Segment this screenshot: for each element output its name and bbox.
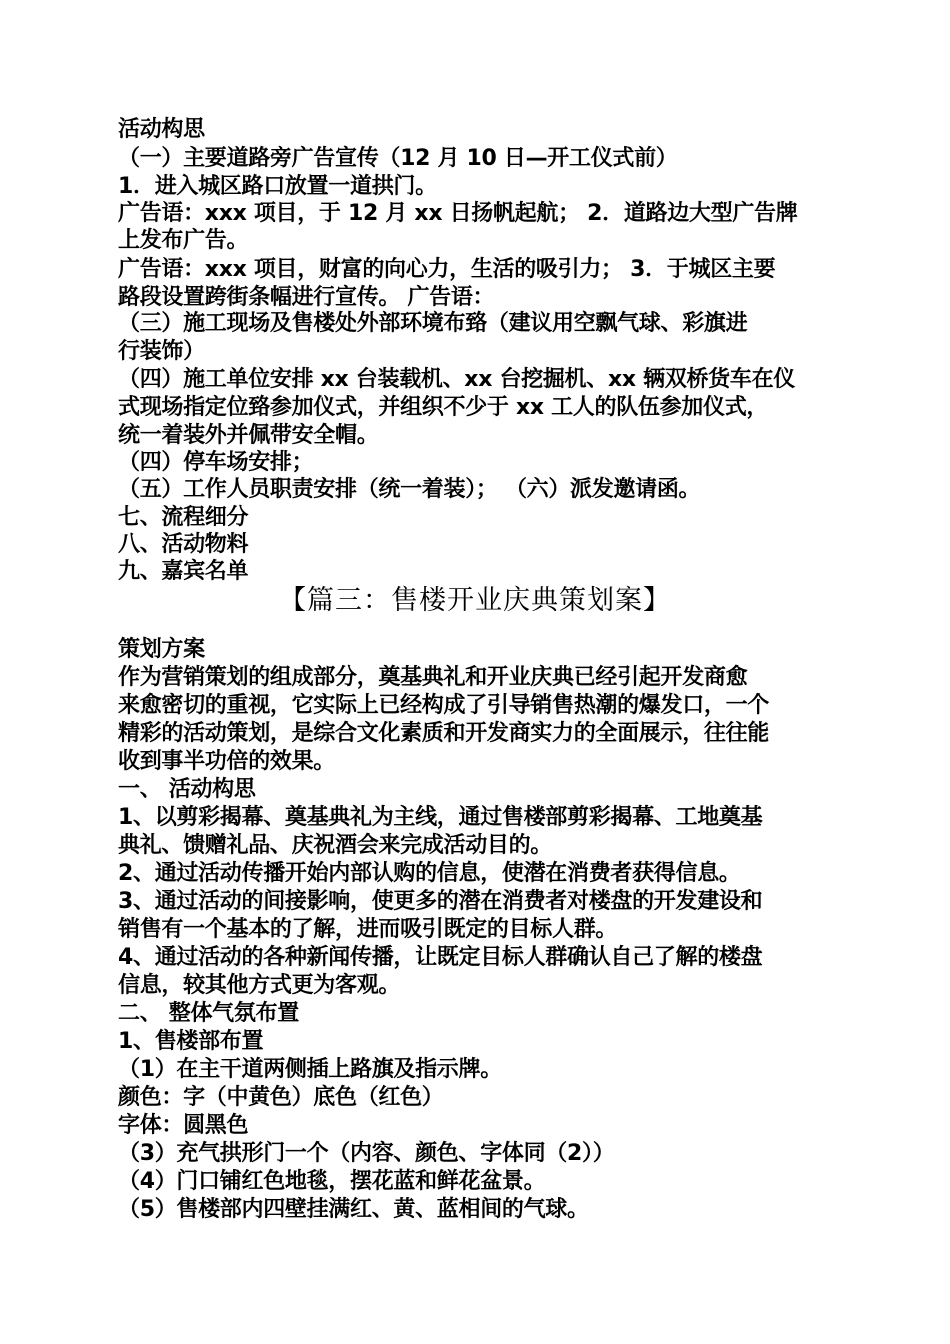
text-line: 典礼、馈赠礼品、庆祝酒会来完成活动目的。 bbox=[118, 833, 553, 858]
text-line: 式现场指定位臵参加仪式，并组织不少于 xx 工人的队伍参加仪式， bbox=[118, 395, 769, 420]
text-line: （3）充气拱形门一个（内容、颜色、字体同（2）） bbox=[118, 1141, 615, 1166]
text-line: 统一着装外并佩带安全帽。 bbox=[118, 423, 379, 448]
text-line: 3、通过活动的间接影响，使更多的潜在消费者对楼盘的开发建设和 bbox=[118, 889, 763, 914]
text-line: 精彩的活动策划，是综合文化素质和开发商实力的全面展示，往往能 bbox=[118, 721, 770, 746]
text-line: 字体：圆黑色 bbox=[118, 1113, 249, 1138]
text-line: 1、以剪彩揭幕、奠基典礼为主线，通过售楼部剪彩揭幕、工地奠基 bbox=[118, 805, 763, 830]
text-line: 1、售楼部布置 bbox=[118, 1029, 264, 1054]
section-title: 【篇三：售楼开业庆典策划案】 bbox=[279, 585, 671, 616]
text-line: （1）在主干道两侧插上路旗及指示牌。 bbox=[118, 1057, 502, 1082]
text-line: 活动构思 bbox=[118, 117, 205, 142]
text-line: 收到事半功倍的效果。 bbox=[118, 749, 336, 774]
text-line: 1．进入城区路口放置一道拱门。 bbox=[118, 174, 437, 199]
text-line: 九、嘉宾名单 bbox=[118, 559, 249, 584]
text-line: 信息，较其他方式更为客观。 bbox=[118, 973, 401, 998]
text-line: （三）施工现场及售楼处外部环境布臵（建议用空飘气球、彩旗进 bbox=[118, 311, 748, 336]
text-line: （四）施工单位安排 xx 台装载机、xx 台挖掘机、xx 辆双桥货车在仪 bbox=[118, 367, 795, 392]
text-line: 路段设置跨街条幅进行宣传。 广告语： bbox=[118, 285, 495, 310]
text-line: 一、 活动构思 bbox=[118, 777, 256, 802]
text-line: 4、通过活动的各种新闻传播，让既定目标人群确认自己了解的楼盘 bbox=[118, 945, 763, 970]
text-line: （5）售楼部内四壁挂满红、黄、蓝相间的气球。 bbox=[118, 1197, 589, 1222]
text-line: 策划方案 bbox=[118, 637, 205, 662]
text-line: 行装饰） bbox=[118, 339, 205, 364]
text-line: （四）停车场安排； bbox=[118, 450, 314, 475]
text-line: 作为营销策划的组成部分，奠基典礼和开业庆典已经引起开发商愈 bbox=[118, 665, 748, 690]
text-line: （一）主要道路旁广告宣传（12 月 10 日—开工仪式前） bbox=[118, 146, 678, 171]
text-line: 2、通过活动传播开始内部认购的信息，使潜在消费者获得信息。 bbox=[118, 861, 741, 886]
text-line: 八、活动物料 bbox=[118, 532, 249, 557]
text-line: 广告语：xxx 项目，财富的向心力，生活的吸引力； 3．于城区主要 bbox=[118, 257, 776, 282]
text-line: （4）门口铺红色地毯，摆花蓝和鲜花盆景。 bbox=[118, 1169, 546, 1194]
text-line: （五）工作人员职责安排（统一着装）； （六）派发邀请函。 bbox=[118, 477, 701, 502]
text-line: 上发布广告。 bbox=[118, 228, 249, 253]
text-line: 七、流程细分 bbox=[118, 505, 249, 530]
text-line: 广告语：xxx 项目，于 12 月 xx 日扬帆起航； 2．道路边大型广告牌 bbox=[118, 201, 798, 226]
text-line: 销售有一个基本的了解，进而吸引既定的目标人群。 bbox=[118, 917, 618, 942]
text-line: 二、 整体气氛布置 bbox=[118, 1001, 299, 1026]
text-line: 颜色：字（中黄色）底色（红色） bbox=[118, 1085, 444, 1110]
text-line: 来愈密切的重视，它实际上已经构成了引导销售热潮的爆发口，一个 bbox=[118, 693, 770, 718]
